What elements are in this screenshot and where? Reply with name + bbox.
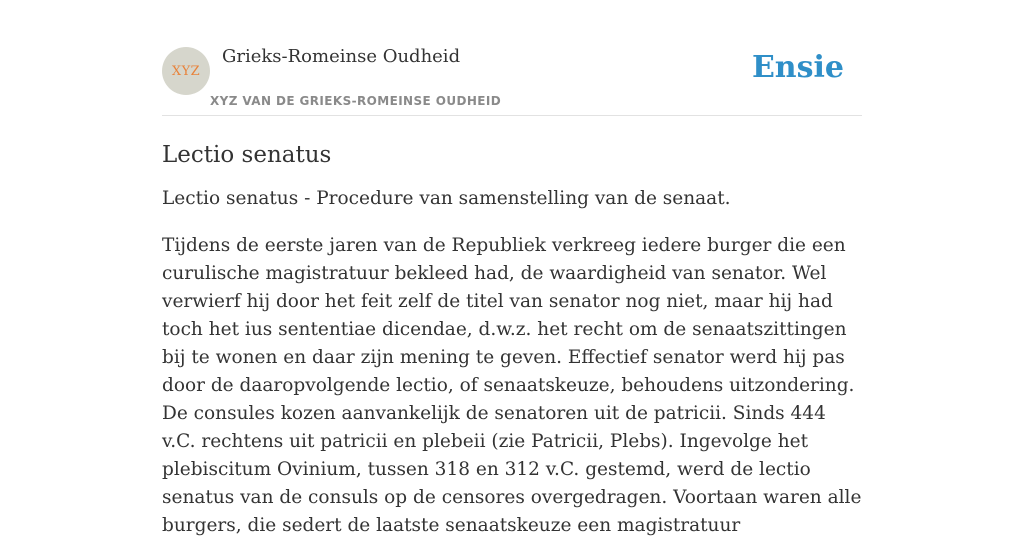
article-lead: Lectio senatus - Procedure van samenstelling van de senaat. — [162, 188, 731, 209]
article — [162, 138, 862, 540]
avatar[interactable]: XYZ — [162, 47, 210, 95]
article-body: Tijdens de eerste jaren van de Republiek verkreeg iedere burger die een curulische magistratuur bekleed had, de waardigheid van senator. Wel verwierf hij door het feit zelf de titel van senator nog niet, maar hij had toch het ius sententiae dicendae, d.w.z. het recht om de senaatszittingen bij te wonen en daar zijn mening te geven. Effectief senator werd hij pas door de daaropvolgende lectio, of senaatskeuze, behoudens uitzondering. De consules kozen aanvankelijk de senatoren uit de patricii. Sinds 444 v.C. rechtens uit patricii en plebeii (zie Patricii, Plebs). Ingevolge het plebiscitum Ovinium, tussen 318 en 312 v.C. gestemd, werd de lectio senatus van de consuls op de censores overgedragen. Voortaan waren alle burgers, die sedert de laatste senaatskeuze een magistratuur — [162, 235, 862, 536]
article-title: Lectio senatus — [162, 142, 332, 168]
site-subtitle: XYZ VAN DE GRIEKS-ROMEINSE OUDHEID — [210, 94, 502, 108]
site-title[interactable]: Grieks-Romeinse Oudheid — [222, 46, 461, 67]
brand-logo[interactable]: Ensie — [751, 50, 844, 85]
site-header — [162, 0, 862, 116]
